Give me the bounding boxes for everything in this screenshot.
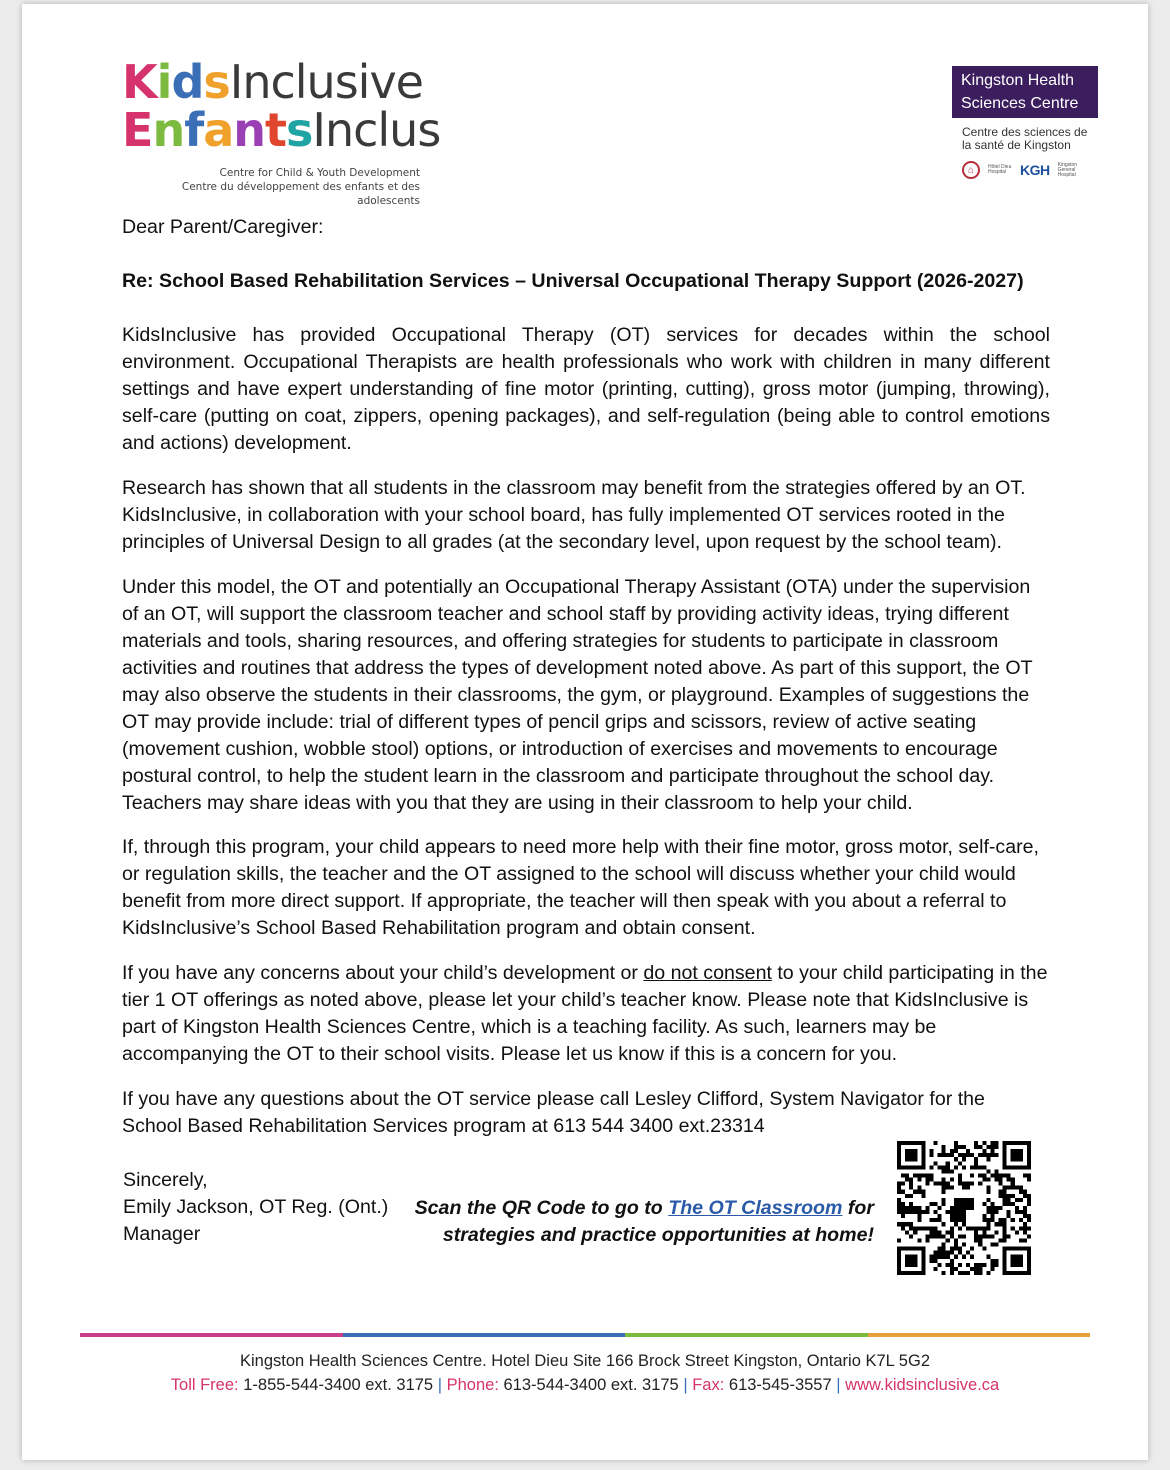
ot-classroom-link[interactable]: The OT Classroom bbox=[668, 1197, 843, 1219]
phone-label: Phone: bbox=[446, 1376, 499, 1394]
greeting: Dear Parent/Caregiver: bbox=[122, 216, 324, 238]
tollfree-label: Toll Free: bbox=[170, 1376, 239, 1394]
subject-line: Re: School Based Rehabilitation Services – Universal Occupational Therapy Support (2026-2027) bbox=[122, 270, 1024, 292]
qr-instruction bbox=[402, 1195, 874, 1249]
khsc-logo bbox=[952, 66, 1098, 179]
khsc-line1: Kingston Health bbox=[961, 72, 1074, 89]
footer-bar-orange bbox=[868, 1333, 1090, 1337]
footer-color-bar bbox=[80, 1333, 1090, 1337]
logo-kids-word bbox=[122, 55, 230, 109]
qr-instruction-line1 bbox=[402, 1195, 874, 1222]
paragraph-5 bbox=[122, 960, 1050, 1068]
fax-number: 613-545-3557 bbox=[728, 1376, 832, 1394]
separator: | bbox=[836, 1376, 841, 1394]
paragraph-2: Research has shown that all students in the classroom may benefit from the strategies offered by an OT. KidsInclusive, in collaboration with your school board, has fully implemented OT services rooted in the principles of Universal Design to all grades (at the secondary level, upon request by the school team). bbox=[122, 477, 1026, 553]
logo-letter: s bbox=[286, 103, 313, 157]
kidsinclusive-logo bbox=[122, 55, 442, 208]
separator: | bbox=[437, 1376, 443, 1394]
footer-bar-green bbox=[625, 1333, 867, 1337]
qr-code-icon[interactable] bbox=[897, 1141, 1031, 1275]
paragraph-5-end: to your child participating in the tier 1 OT offerings as noted above, please let your child’s teacher know. Please note that KidsInclusive is part of Kingston Health Sciences Centre, which is a teaching facility. As such, learners may be accompanying the OT to their school visits. Please let us know if this is a concern for you. bbox=[122, 962, 1048, 1065]
hotel-dieu-icon: ⌂ bbox=[962, 161, 980, 179]
khsc-fr-line2: la santé de Kingston bbox=[962, 138, 1071, 152]
paragraph-4: If, through this program, your child appears to need more help with their fine motor, gross motor, self-care, or regulation skills, the teacher and the OT assigned to the school will discuss whether your child would benefit from more direct support. If appropriate, the teacher will then speak with you about a referral to KidsInclusive’s School Based Rehabilitation program and obtain consent. bbox=[122, 836, 1039, 939]
logo-english bbox=[122, 55, 442, 109]
paragraph-5-start: If you have any concerns about your child’s development or bbox=[122, 962, 644, 984]
do-not-consent-text: do not consent bbox=[643, 962, 772, 984]
kgh-label: Kingston General Hospital bbox=[1057, 161, 1078, 178]
fax-label: Fax: bbox=[692, 1376, 725, 1394]
tollfree-number: 1-855-544-3400 ext. 3175 bbox=[243, 1376, 434, 1394]
website-link[interactable]: www.kidsinclusive.ca bbox=[845, 1376, 1000, 1394]
logo-inclusive-word: Inclusive bbox=[229, 55, 423, 109]
paragraph-3: Under this model, the OT and potentially an Occupational Therapy Assistant (OTA) under the supervision of an OT, will support the classroom teacher and school staff by providing activity ideas, trying different materials and tools, sharing resources, and offering strategies for students to participate in classroom activities and routines that address the types of development noted above. As part of this support, the OT may also observe the students in their classrooms, the gym, or playground. Examples of suggestions the OT may provide include: trial of different types of pencil grips and scissors, review of active seating (movement cushion, wobble stool) options, or introduction of exercises and movements to encourage postural control, to help the student learn in the classroom and participate throughout the school day. Teachers may share ideas with you that they are using in their classroom to help your child. bbox=[122, 576, 1033, 814]
khsc-fr-line1: Centre des sciences de bbox=[962, 125, 1088, 139]
signer-title: Manager bbox=[123, 1223, 201, 1245]
qr-instruction-start: Scan the QR Code to go to bbox=[414, 1197, 669, 1219]
logo-letter: a bbox=[203, 103, 234, 157]
logo-letter: E bbox=[122, 103, 153, 157]
khsc-french-name bbox=[952, 118, 1098, 152]
logo-subtitle-en: Centre for Child & Youth Development bbox=[219, 167, 420, 179]
logo-letter: n bbox=[233, 103, 265, 157]
footer-bar-pink bbox=[80, 1333, 343, 1337]
separator: | bbox=[683, 1376, 688, 1394]
logo-letter: i bbox=[156, 55, 172, 109]
logo-inclus-word: Inclus bbox=[312, 103, 441, 157]
logo-letter: s bbox=[203, 55, 230, 109]
logo-letter: d bbox=[171, 55, 204, 109]
qr-instruction-for: for bbox=[842, 1197, 874, 1219]
logo-letter: n bbox=[152, 103, 185, 157]
logo-subtitle-fr: Centre du développement des enfants et des adolescents bbox=[181, 181, 420, 207]
logo-french bbox=[122, 103, 442, 157]
paragraph-6: If you have any questions about the OT service please call Lesley Clifford, System Navigator for the School Based Rehabilitation Services program at 613 544 3400 ext.23314 bbox=[122, 1088, 985, 1137]
partner-logos bbox=[952, 152, 1098, 179]
khsc-line2: Sciences Centre bbox=[961, 95, 1079, 112]
hotel-dieu-label: Hôtel Dieu Hospital bbox=[988, 164, 1012, 175]
logo-enfants-word bbox=[122, 103, 312, 157]
logo-letter: f bbox=[184, 103, 204, 157]
phone-number: 613-544-3400 ext. 3175 bbox=[503, 1376, 679, 1394]
kgh-logo-icon: KGH bbox=[1020, 162, 1050, 178]
paragraph-1: KidsInclusive has provided Occupational Therapy (OT) services for decades within the school environment. Occupational Therapists are health professionals who work with children in many different settings and have expert understanding of fine motor (printing, cutting), gross motor (jumping, throwing), self-care (putting on coat, zippers, opening packages), and self-regulation (being able to control emotions and actions) development. bbox=[122, 324, 1050, 454]
khsc-name-box bbox=[952, 66, 1098, 118]
logo-letter: t bbox=[265, 103, 286, 157]
letter-page bbox=[22, 4, 1148, 1460]
qr-instruction-line2: strategies and practice opportunities at home! bbox=[442, 1224, 874, 1246]
logo-letter: K bbox=[122, 55, 157, 109]
footer-contact bbox=[22, 1376, 1148, 1395]
footer-address: Kingston Health Sciences Centre. Hotel Dieu Site 166 Brock Street Kingston, Ontario K7L 5G2 bbox=[239, 1352, 930, 1370]
signature-block bbox=[123, 1167, 388, 1248]
signer-name: Emily Jackson, OT Reg. (Ont.) bbox=[123, 1196, 389, 1218]
logo-subtitle bbox=[122, 166, 420, 208]
footer-bar-blue bbox=[343, 1333, 626, 1337]
sign-off: Sincerely, bbox=[123, 1169, 208, 1191]
